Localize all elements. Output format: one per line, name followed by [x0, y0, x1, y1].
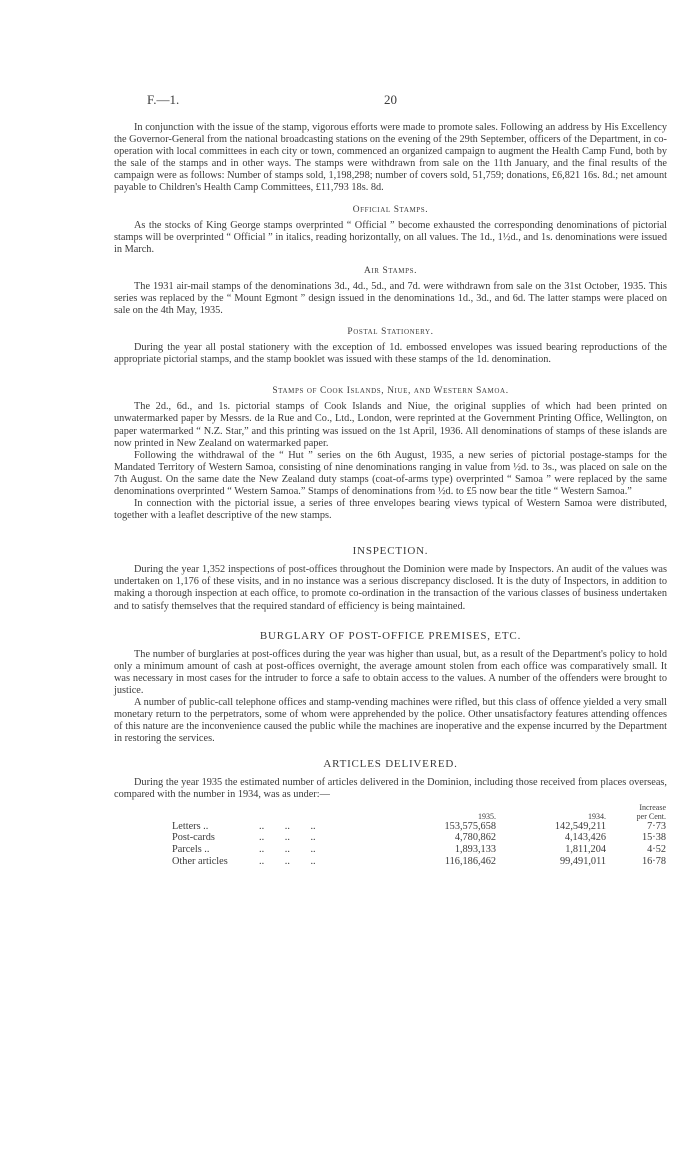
heading-cook-islands: Stamps of Cook Islands, Niue, and Western Samoa. — [272, 386, 509, 397]
inspection-paragraph: During the year 1,352 inspections of post-offices throughout the Dominion were made by Inspectors. An audit of the values was undertaken on 1,176 of these visits, and in no instance was a serious discrepancy disclosed. It is the duty of Inspectors, in addition to making a thorough inspection at each office, to promote co-ordination in the transaction of the various classes of business undertaken and to satisfy themselves that the required standard of efficiency is being maintained. — [114, 564, 667, 612]
heading-official-stamps: Official Stamps. — [352, 204, 429, 215]
cell-1934: 142,549,211 — [554, 820, 606, 832]
articles-delivered-table — [114, 803, 666, 868]
row-leader-dots: .. .. .. — [259, 844, 316, 856]
heading-burglary: BURGLARY OF POST-OFFICE PREMISES, ETC. — [259, 629, 522, 642]
cell-1934: 1,811,204 — [565, 844, 606, 856]
cell-increase: 4·52 — [647, 844, 666, 856]
table-header-row — [114, 803, 666, 821]
cell-1934: 99,491,011 — [560, 855, 606, 867]
row-leader-dots: .. .. .. — [259, 832, 316, 844]
cell-1935: 4,780,862 — [454, 832, 496, 844]
document-body — [114, 122, 667, 868]
column-header-increase: Increase per Cent. — [636, 802, 666, 821]
cook-islands-paragraph-2: Following the withdrawal of the “ Hut ” series on the 6th August, 1935, a new series of pictorial postage-stamps for the Mandated Territory of Western Samoa, consisting of nine denominations ranging in value from ½d. to 3s., was placed on sale on the 7th August. On the same date the New Zealand duty stamps (coat-of-arms type) overprinted “ Samoa ” were replaced by the same denominations overprinted “ Western Samoa.” Stamps of denominations from ½d. to £5 now bear the title “ Western Samoa.” — [114, 449, 667, 497]
row-label: Parcels .. — [172, 844, 210, 856]
table-row — [114, 832, 666, 844]
cell-1934: 4,143,426 — [564, 832, 606, 844]
cell-1935: 1,893,133 — [454, 844, 496, 856]
table-row — [114, 856, 666, 868]
table-row — [114, 844, 666, 856]
articles-delivered-paragraph: During the year 1935 the estimated number of articles delivered in the Dominion, including those received from places overseas, compared with the number in 1934, was as under:— — [114, 777, 667, 801]
cell-1935: 153,575,658 — [444, 820, 496, 832]
page-number: 20 — [384, 92, 397, 107]
postal-stationery-paragraph: During the year all postal stationery with the exception of 1d. embossed envelopes was issued bearing reproductions of the appropriate pictorial stamps, and the stamp booklet was issued with these stamps of the 1d. denomination. — [114, 342, 667, 366]
air-stamps-paragraph: The 1931 air-mail stamps of the denominations 3d., 4d., 5d., and 7d. were withdrawn from sale on the 31st October, 1935. This series was replaced by the “ Mount Egmont ” design issued in the denominations 1d., 3d., and 6d. The latter stamps were placed on sale on the 4th May, 1935. — [114, 280, 667, 317]
burglary-paragraph-2: A number of public-call telephone offices and stamp-vending machines were rifled, but this class of offence yielded a very small monetary return to the perpetrators, some of whom were apprehended by the police. Other unsatisfactory features attending offences of this nature are the inconvenience caused the public while the machines are inoperative and the expense incurred by the Department in restoring the services. — [114, 697, 667, 745]
official-stamps-paragraph: As the stocks of King George stamps overprinted “ Official ” become exhausted the corresponding denominations of pictorial stamps will be overprinted “ Official ” in italics, reading horizontally, on all values. The 1d., 1½d., and 1s. denominations were issued in March. — [114, 219, 667, 255]
row-leader-dots: .. .. .. — [259, 820, 316, 832]
heading-air-stamps: Air Stamps. — [363, 265, 418, 276]
row-leader-dots: .. .. .. — [259, 855, 316, 867]
cook-islands-paragraph-1: The 2d., 6d., and 1s. pictorial stamps of Cook Islands and Niue, the original supplies of which had been printed on unwatermarked paper by Messrs. de la Rue and Co., Ltd., London, were reprinted at the Government Printing Office, Wellington, on paper watermarked “ N.Z. Star,” and this printing was issued on the 1st April, 1936. All denominations of stamps of these islands are now printed in New Zealand on watermarked paper. — [114, 401, 667, 449]
row-label: Post-cards — [172, 832, 215, 844]
cook-islands-paragraph-3: In connection with the pictorial issue, a series of three envelopes bearing views typical of Western Samoa were distributed, together with a leaflet descriptive of the new stamps. — [114, 498, 667, 522]
row-label: Letters .. — [172, 820, 209, 832]
column-header-1934: 1934. — [588, 811, 606, 821]
heading-inspection: INSPECTION. — [352, 545, 429, 558]
row-label: Other articles — [172, 855, 228, 867]
heading-postal-stationery: Postal Stationery. — [347, 327, 434, 338]
cell-increase: 7·73 — [647, 820, 666, 832]
intro-paragraph: In conjunction with the issue of the stamp, vigorous efforts were made to promote sales. Following an address by His Excellency the Governor-General from the national broadcasting stations on the evening of the 29th September, officers of the Department, in co-operation with local committees in each city or town, commenced an organized campaign to augment the Health Camp Fund, both by the sale of the stamps and in other ways. The stamps were withdrawn from sale on the 11th January, and the final results of the campaign were as follows: Number of stamps sold, 1,198,298; number of covers sold, 51,759; donations, £6,821 16s. 8d.; net amount payable to Children's Health Camp Committees, £11,793 18s. 8d. — [114, 122, 667, 194]
table-row — [114, 821, 666, 833]
burglary-paragraph-1: The number of burglaries at post-offices during the year was higher than usual, but, as a result of the Department's policy to hold only a minimum amount of cash at post-offices overnight, the average amount stolen from each office was comparatively small. It was necessary in most cases for the intruder to force a safe to obtain access to the values. A number of the offenders were brought to justice. — [114, 648, 667, 696]
column-header-1935: 1935. — [478, 811, 496, 821]
cell-increase: 16·78 — [641, 855, 666, 867]
cell-1935: 116,186,462 — [444, 855, 496, 867]
heading-articles-delivered: ARTICLES DELIVERED. — [323, 758, 458, 771]
cell-increase: 15·38 — [641, 832, 666, 844]
document-reference: F.—1. — [147, 92, 180, 107]
